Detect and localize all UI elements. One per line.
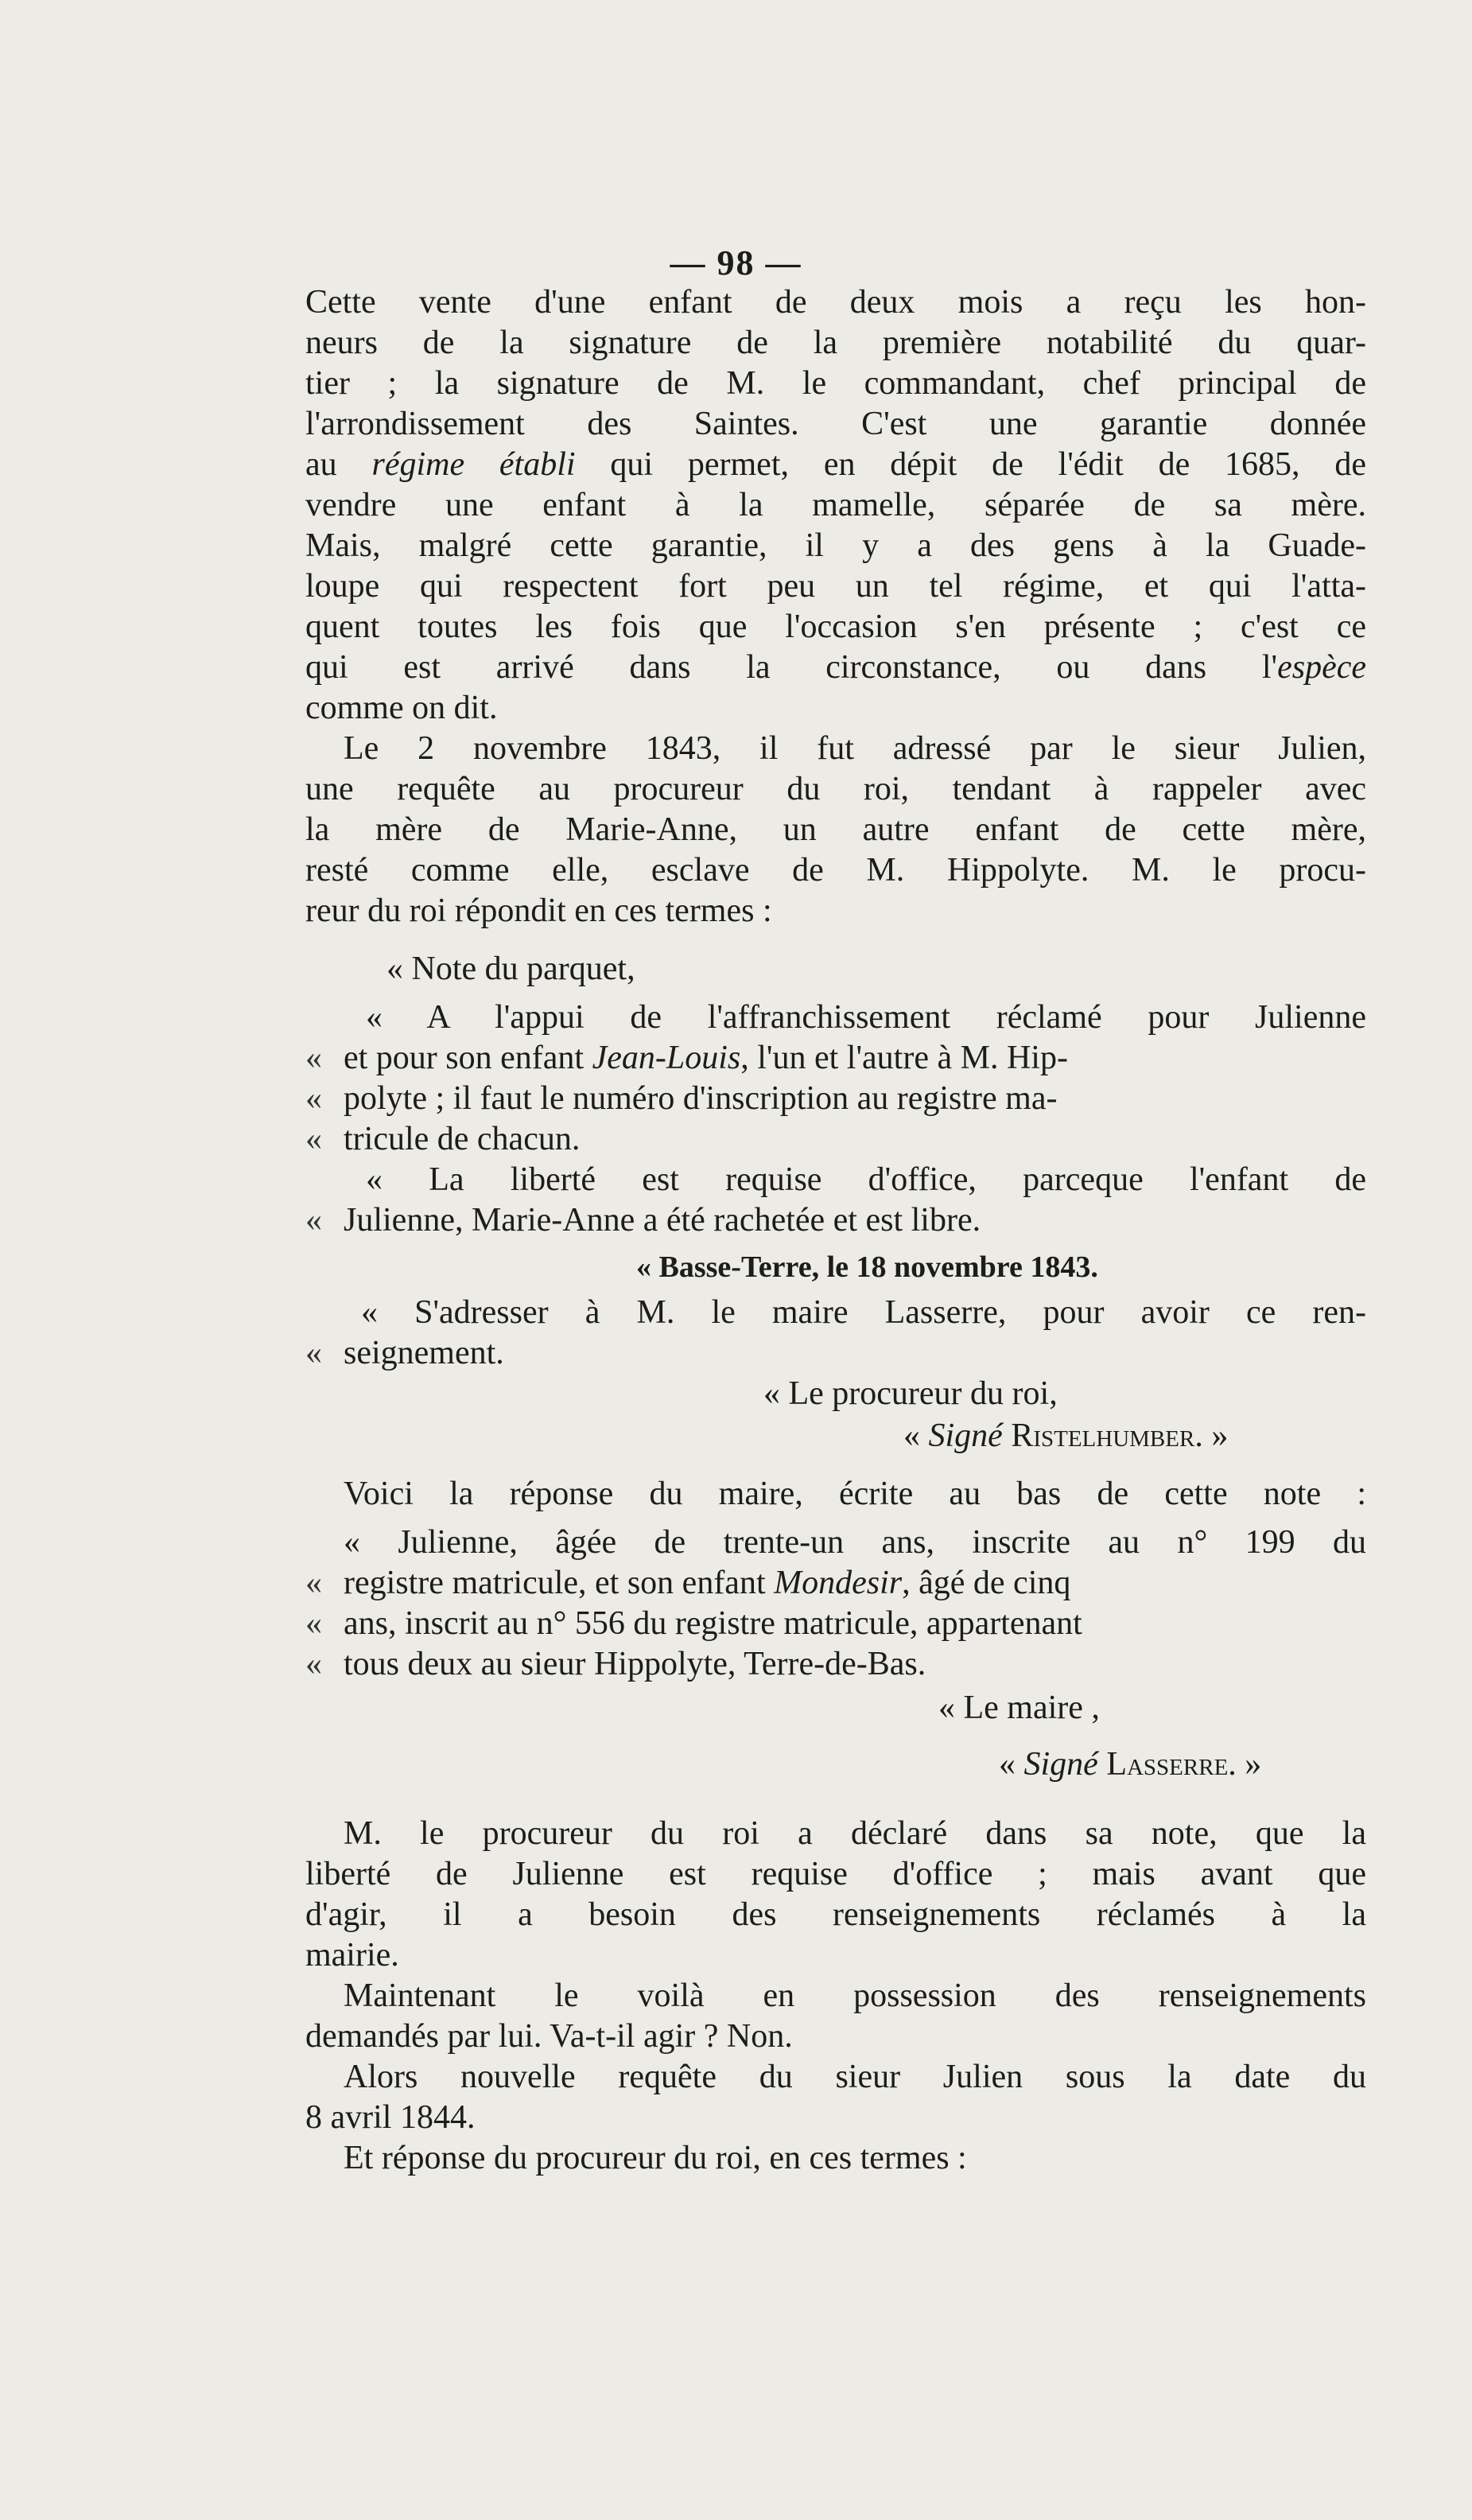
text-line: Et réponse du procureur du roi, en ces termes : [344,2140,967,2176]
text-line: Cette vente d'une enfant de deux mois a reçu les hon- [305,284,1366,321]
quote-line: «et pour son enfant Jean-Louis, l'un et l'autre à M. Hip- [305,1040,1068,1076]
text-line: au régime établi qui permet, en dépit de l'édit de 1685, de [305,446,1366,483]
text-line: Maintenant le voilà en possession des renseignements [344,1978,1366,2014]
text-line: une requête au procureur du roi, tendant à rappeler avec [305,771,1366,807]
text-line: l'arrondissement des Saintes. C'est une garantie donnée [305,406,1366,442]
quote-header: « Note du parquet, [386,951,635,987]
text-line: la mère de Marie-Anne, un autre enfant de cette mère, [305,811,1366,848]
signature-title: « Le procureur du roi, [763,1375,1058,1412]
text-line: vendre une enfant à la mamelle, séparée de sa mère. [305,487,1366,523]
text-line: Le 2 novembre 1843, il fut adressé par le sieur Julien, [344,730,1366,767]
text-line: demandés par lui. Va-t-il agir ? Non. [305,2018,793,2055]
text-line: Voici la réponse du maire, écrite au bas de cette note : [344,1476,1366,1512]
quote-line: « A l'appui de l'affranchissement réclamé pour Julienne [366,999,1366,1036]
text-line: 8 avril 1844. [305,2099,476,2136]
signature-name: « Signé Lasserre. » [999,1746,1262,1783]
quote-line: «seignement. [305,1335,504,1371]
quote-line: «tricule de chacun. [305,1121,581,1157]
text-line: comme on dit. [305,690,498,726]
quote-date: « Basse-Terre, le 18 novembre 1843. [636,1250,1098,1284]
quote-line: «registre matricule, et son enfant Mondesir, âgé de cinq [305,1565,1071,1601]
text-line: liberté de Julienne est requise d'office ; mais avant que [305,1856,1366,1892]
text-line: d'agir, il a besoin des renseignements réclamés à la [305,1896,1366,1933]
signature-name: « Signé Ristelhumber. » [903,1418,1229,1454]
quote-line: «Julienne, Marie-Anne a été rachetée et est libre. [305,1202,981,1239]
text-line: reur du roi répondit en ces termes : [305,892,772,929]
quote-line: «polyte ; il faut le numéro d'inscription au registre ma- [305,1080,1058,1117]
quote-line: «ans, inscrit au n° 556 du registre matricule, appartenant [305,1605,1082,1642]
text-line: tier ; la signature de M. le commandant, chef principal de [305,365,1366,402]
text-line: Mais, malgré cette garantie, il y a des gens à la Guade- [305,527,1366,564]
quote-line: « S'adresser à M. le maire Lasserre, pour avoir ce ren- [361,1294,1366,1331]
text-line: neurs de la signature de la première notabilité du quar- [305,325,1366,361]
text-line: M. le procureur du roi a déclaré dans sa note, que la [344,1815,1366,1852]
text-line: quent toutes les fois que l'occasion s'en présente ; c'est ce [305,609,1366,645]
text-line: resté comme elle, esclave de M. Hippolyte. M. le procu- [305,852,1366,889]
signature-title: « Le maire , [938,1690,1100,1726]
text-line: mairie. [305,1937,399,1974]
text-line: loupe qui respectent fort peu un tel régime, et qui l'atta- [305,568,1366,605]
quote-line: «tous deux au sieur Hippolyte, Terre-de-Bas. [305,1646,926,1682]
text-line: Alors nouvelle requête du sieur Julien sous la date du [344,2059,1366,2095]
page-number: — 98 — [670,243,802,282]
quote-line: « La liberté est requise d'office, parceque l'enfant de [366,1161,1366,1198]
quote-line: « Julienne, âgée de trente-un ans, inscrite au n° 199 du [344,1524,1366,1561]
text-line: qui est arrivé dans la circonstance, ou dans l'espèce [305,649,1366,686]
